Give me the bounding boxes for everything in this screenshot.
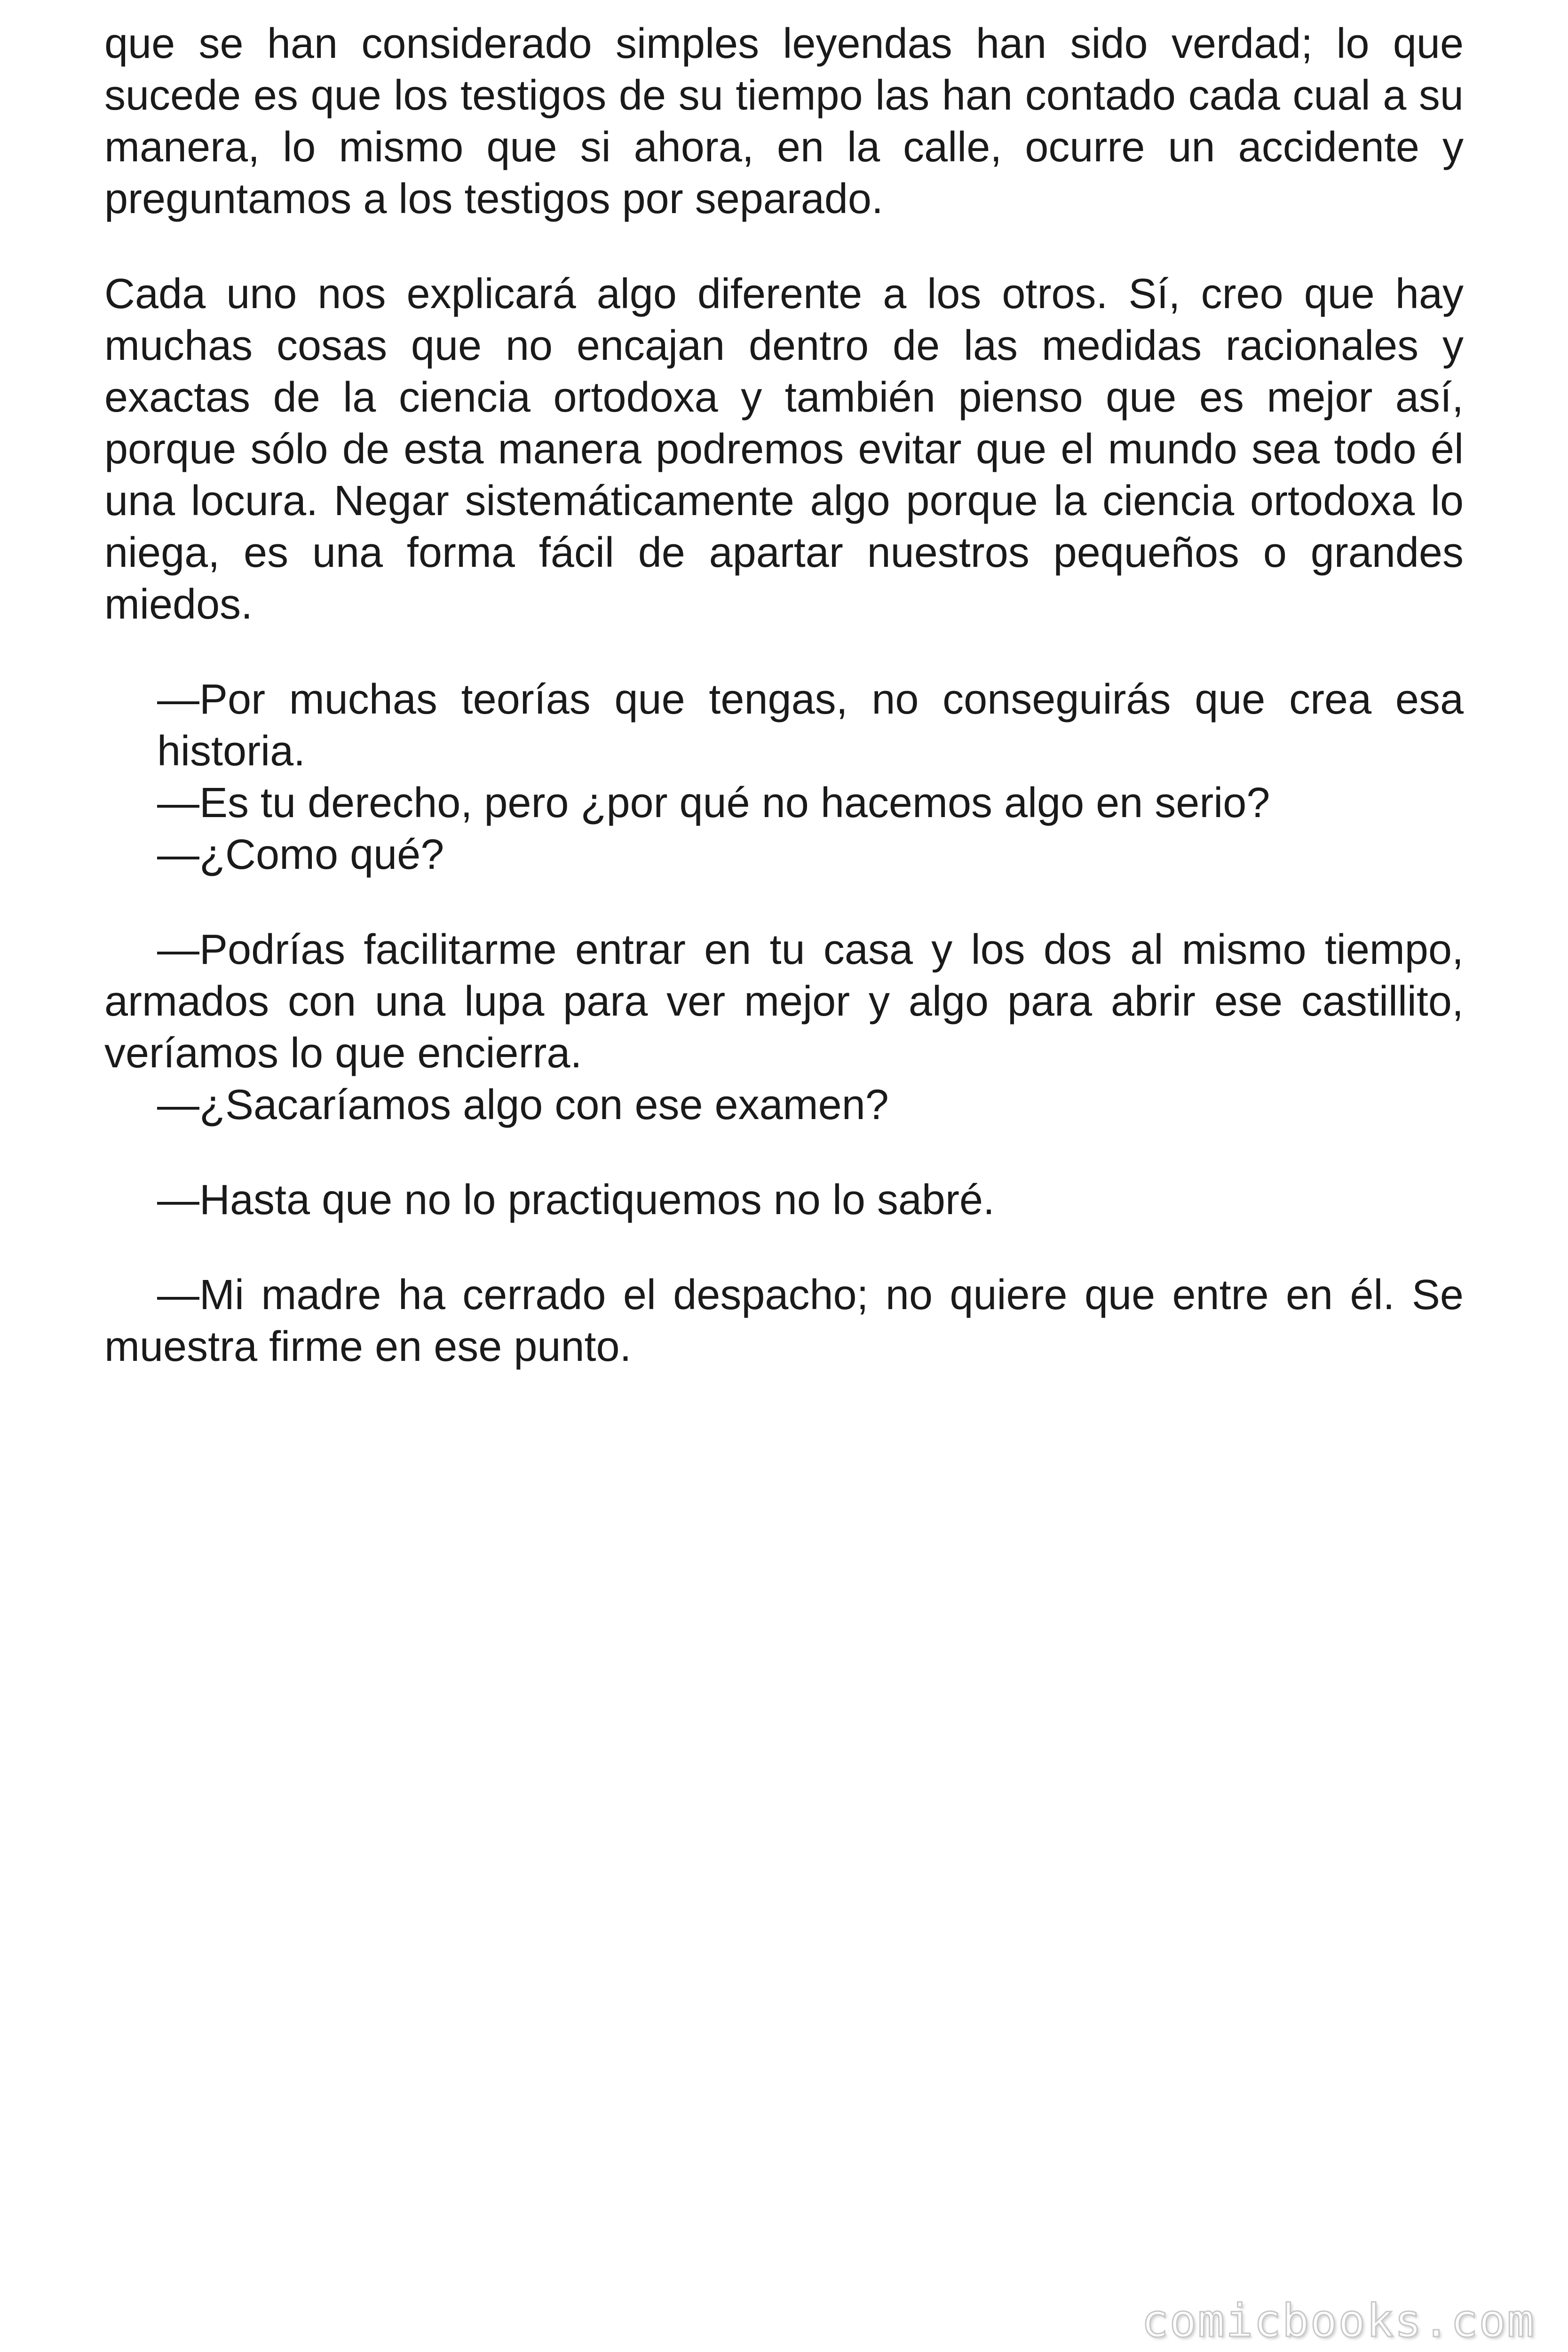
dialogue-line-6: —Hasta que no lo practiquemos no lo sabré. bbox=[157, 1176, 995, 1224]
paragraph-2: Cada uno nos explicará algo diferente a los otros. Sí, creo que hay muchas cosas que no encajan dentro de las medidas racionales y exactas de la ciencia ortodoxa y también pienso que es mejor así, porque sólo de esta manera podremos evitar que el mundo sea todo él una locura. Negar sistemáticamente algo porque la ciencia ortodoxa lo niega, es una forma fácil de apartar nuestros pequeños o grandes miedos. bbox=[104, 270, 1464, 628]
watermark-logo: comicbooks.com bbox=[1141, 2295, 1535, 2347]
dialogue-line-1: —Por muchas teorías que tengas, no conseguirás que crea esa historia. bbox=[157, 676, 1464, 775]
paragraph-1: que se han considerado simples leyendas han sido verdad; lo que sucede es que los testigos de su tiempo las han contado cada cual a su manera, lo mismo que si ahora, en la calle, ocurre un accidente y preguntamos a los testigos por separado. bbox=[104, 20, 1464, 222]
body-text bbox=[104, 18, 1464, 1373]
dialogue-line-5: —¿Sacaríamos algo con ese examen? bbox=[157, 1081, 889, 1128]
dialogue-line-2: —Es tu derecho, pero ¿por qué no hacemos algo en serio? bbox=[157, 779, 1270, 826]
dialogue-line-4: —Podrías facilitarme entrar en tu casa y los dos al mismo tiempo, armados con una lupa para ver mejor y algo para abrir ese castillito, veríamos lo que encierra. bbox=[104, 926, 1464, 1077]
dialogue-line-3: —¿Como qué? bbox=[157, 831, 444, 878]
dialogue-line-7: —Mi madre ha cerrado el despacho; no quiere que entre en él. Se muestra firme en ese punto. bbox=[104, 1271, 1464, 1370]
